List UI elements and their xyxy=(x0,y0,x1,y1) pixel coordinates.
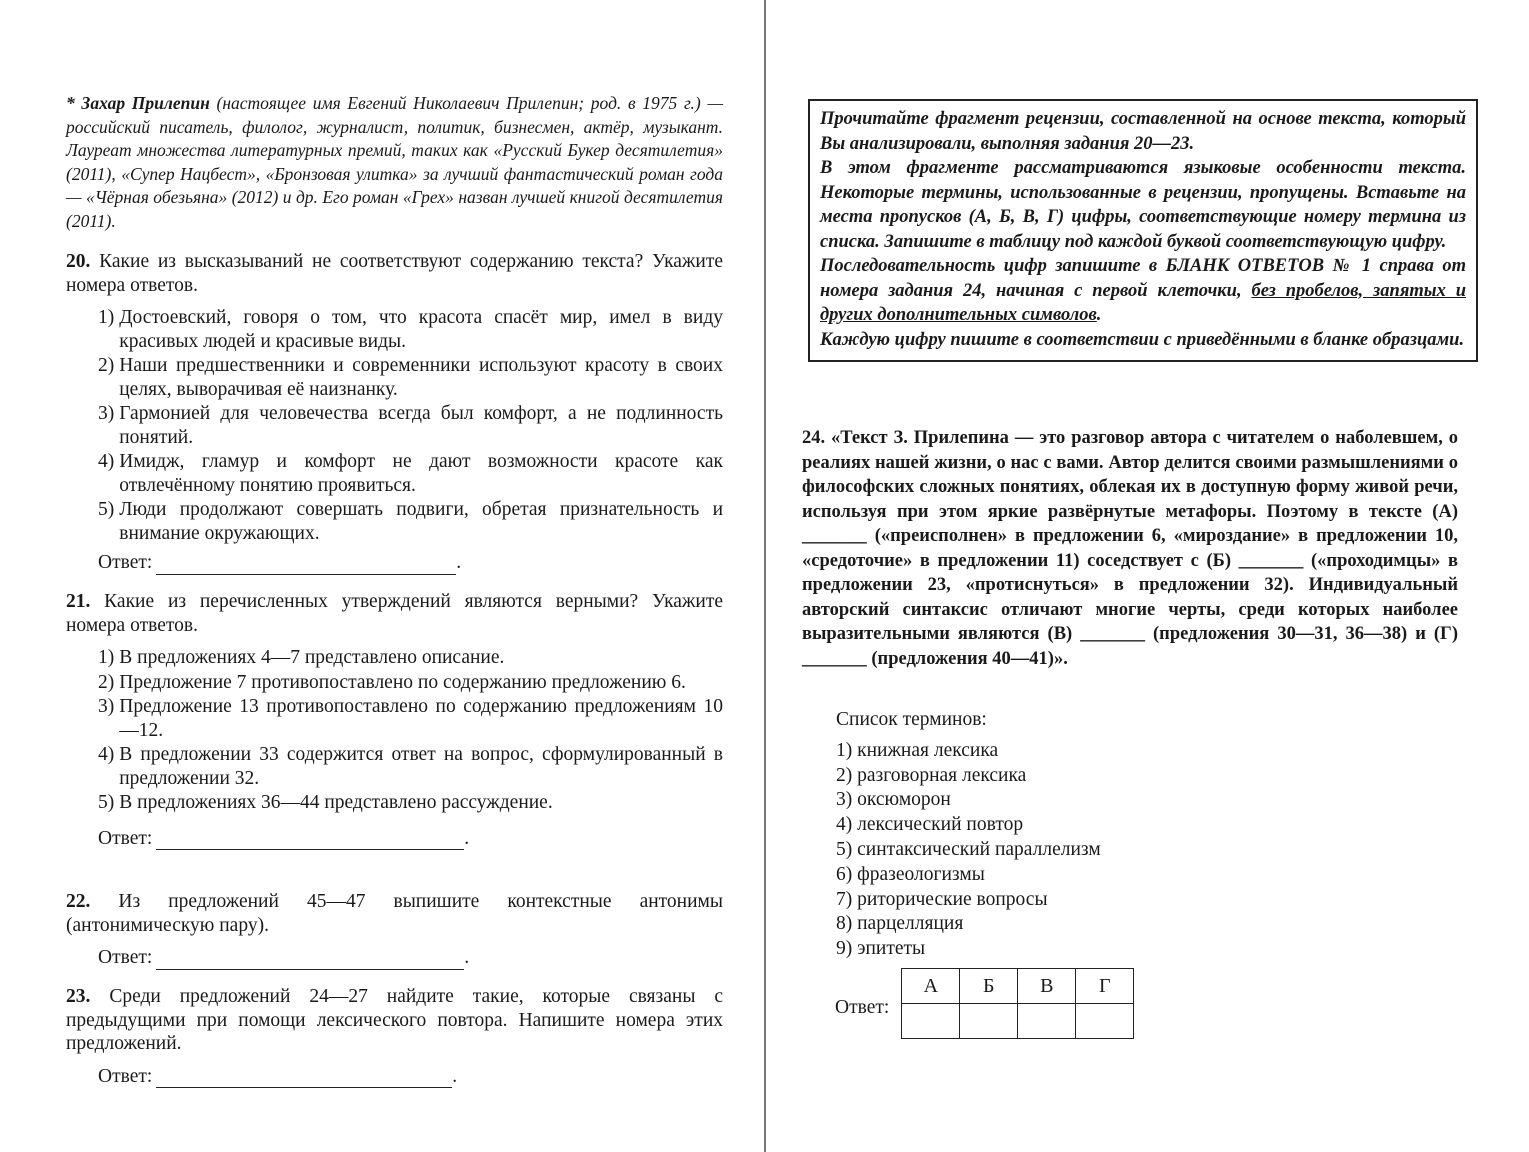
instruction-box xyxy=(808,99,1478,362)
options-list xyxy=(98,646,723,815)
right-page xyxy=(766,0,1529,1152)
answer-col-g: Г xyxy=(1076,969,1134,1004)
answer-table-input-row xyxy=(902,1004,1134,1039)
answer-cell-v[interactable] xyxy=(1018,1004,1076,1039)
term-item: 8) парцелляция xyxy=(836,913,964,935)
term-item: 2) разговорная лексика xyxy=(836,764,1027,786)
question-text: Среди предложений 24—27 найдите такие, которые связаны с предыдущими при помощи лексического повтора. Напишите номера этих предложений. xyxy=(66,986,724,1054)
answer-line[interactable] xyxy=(156,1069,452,1088)
answer-table-block xyxy=(835,968,1134,1039)
instruction-underlined: без пробелов, запятых и других дополнительных символов xyxy=(820,280,1466,325)
option-item: 1) Достоевский, говоря о том, что красота спасёт мир, имел в виду красивых людей и красивые виды. xyxy=(98,307,723,352)
answer-cell-b[interactable] xyxy=(960,1004,1018,1039)
task-23-question xyxy=(66,985,723,1056)
question-text: Из предложений 45—47 выпишите контекстные антонимы (антонимическую пару). xyxy=(66,891,723,936)
answer-col-b: Б xyxy=(960,969,1018,1004)
answer-line[interactable] xyxy=(156,556,456,575)
option-item: 3) Предложение 13 противопоставлено по содержанию предложениям 10—12. xyxy=(98,696,723,741)
question-text: Какие из высказываний не соответствуют содержанию текста? Укажите номера ответов. xyxy=(66,251,724,296)
task-22-question xyxy=(66,890,723,937)
review-text: «Текст З. Прилепина — это разговор автора с читателем о наболевшем, о реалиях нашей жизни, о нас с вами. Автор делится своими размышлениями о философских сложных понятиях, облекая их в доступную форму живой речи, используя при этом яркие развёрнутые метафоры. Поэтому в тексте (А) _______ («преисполнен» в предложении 6, «мироздание» в предложении 10, «средоточие» в предложении 11) соседствует с (Б) _______ («проходимцы» в предложении 23, «протиснуться» в предложении 32). Индивидуальный авторский синтаксис отличают многие черты, среди которых наиболее выразительными являются (В) _______ (предложения 30—31, 36—38) и (Г) _______ (предложения 40—41)». xyxy=(802,428,1458,669)
answer-cell-g[interactable] xyxy=(1076,1004,1134,1039)
instruction-p4: Каждую цифру пишите в соответствии с приведёнными в бланке образцами. xyxy=(820,329,1465,350)
term-item: 5) синтаксический параллелизм xyxy=(836,838,1101,860)
answer-table xyxy=(901,968,1134,1039)
answer-col-v: В xyxy=(1018,969,1076,1004)
answer-label: Ответ: xyxy=(835,996,890,1018)
answer-field: Ответ: . xyxy=(98,827,470,849)
task-number: 22. xyxy=(66,891,91,912)
term-item: 1) книжная лексика xyxy=(836,739,999,761)
option-item: 5) В предложениях 36—44 представлено рассуждение. xyxy=(98,792,553,813)
task-20-question xyxy=(66,250,723,297)
task-21 xyxy=(66,590,723,850)
answer-field: Ответ: . xyxy=(98,947,470,968)
task-24 xyxy=(802,426,1458,671)
option-item: 1) В предложениях 4—7 представлено описание. xyxy=(98,647,505,668)
option-item: 4) В предложении 33 содержится ответ на вопрос, сформулированный в предложении 32. xyxy=(98,744,723,789)
task-number: 21. xyxy=(66,591,91,612)
task-number: 23. xyxy=(66,986,91,1007)
terms-list xyxy=(836,708,1101,962)
terms-title: Список терминов: xyxy=(836,709,987,730)
instruction-p2: В этом фрагменте рассматриваются языковые особенности текста. Некоторые термины, использованные в рецензии, пропущены. Вставьте на места пропусков (А, Б, В, Г) цифры, соответствующие номеру термина из списка. Запишите в таблицу под каждой буквой соответствующую цифру. xyxy=(820,158,1466,252)
term-item: 4) лексический повтор xyxy=(836,814,1024,836)
answer-label: Ответ: xyxy=(98,947,153,968)
task-number: 20. xyxy=(66,251,91,272)
option-item: 2) Предложение 7 противопоставлено по содержанию предложению 6. xyxy=(98,671,686,693)
answer-line[interactable] xyxy=(156,831,464,850)
footnote-author-name: * Захар Прилепин xyxy=(66,93,210,113)
option-item: 3) Гармонией для человечества всегда был комфорт, а не подлинность понятий. xyxy=(98,403,723,448)
answer-table-header-row xyxy=(902,969,1134,1004)
answer-field: Ответ: . xyxy=(98,1065,458,1087)
option-item: 2) Наши предшественники и современники используют красоту в своих целях, выворачивая её наизнанку. xyxy=(98,355,723,400)
term-item: 9) эпитеты xyxy=(836,938,926,960)
task-22 xyxy=(66,890,723,970)
task-20 xyxy=(66,250,723,575)
question-text: Какие из перечисленных утверждений являются верными? Укажите номера ответов. xyxy=(66,591,723,636)
term-item: 3) оксюморон xyxy=(836,789,951,811)
answer-label: Ответ: xyxy=(98,827,153,849)
options-list xyxy=(98,306,723,545)
term-item: 7) риторические вопросы xyxy=(836,888,1048,910)
author-footnote xyxy=(66,92,723,233)
option-item: 4) Имидж, гламур и комфорт не дают возможности красоте как отвлечённому понятию проявиться. xyxy=(98,451,723,496)
option-item: 5) Люди продолжают совершать подвиги, обретая признательность и внимание окружающих. xyxy=(98,499,723,544)
answer-label: Ответ: xyxy=(98,1065,153,1087)
answer-cell-a[interactable] xyxy=(902,1004,960,1039)
answer-label: Ответ: xyxy=(98,552,153,573)
instruction-p1: Прочитайте фрагмент рецензии, составленной на основе текста, который Вы анализировали, выполняя задания 20—23. xyxy=(820,109,1466,154)
task-23 xyxy=(66,985,723,1088)
footnote-text: (настоящее имя Евгений Николаевич Прилепин; род. в 1975 г.) — российский писатель, филолог, журналист, политик, бизнесмен, актёр, музыкант. Лауреат множества литературных премий, таких как «Русский Букер десятилетия» (2011), «Супер Нацбест», «Бронзовая улитка» за лучший фантастический роман года — «Чёрная обезьяна» (2012) и др. Его роман «Грех» назван лучшей книгой десятилетия (2011). xyxy=(66,93,724,231)
answer-line[interactable] xyxy=(156,951,464,970)
answer-col-a: А xyxy=(902,969,960,1004)
instruction-p3: Последовательность цифр запишите в БЛАНК ОТВЕТОВ № 1 справа от номера задания 24, начиная с первой клеточки, без пробелов, запятых и других дополнительных символов. xyxy=(820,256,1466,325)
task-number: 24. xyxy=(802,428,826,448)
answer-field: Ответ: . xyxy=(98,552,462,573)
task-21-question xyxy=(66,590,723,637)
term-item: 6) фразеологизмы xyxy=(836,863,985,885)
